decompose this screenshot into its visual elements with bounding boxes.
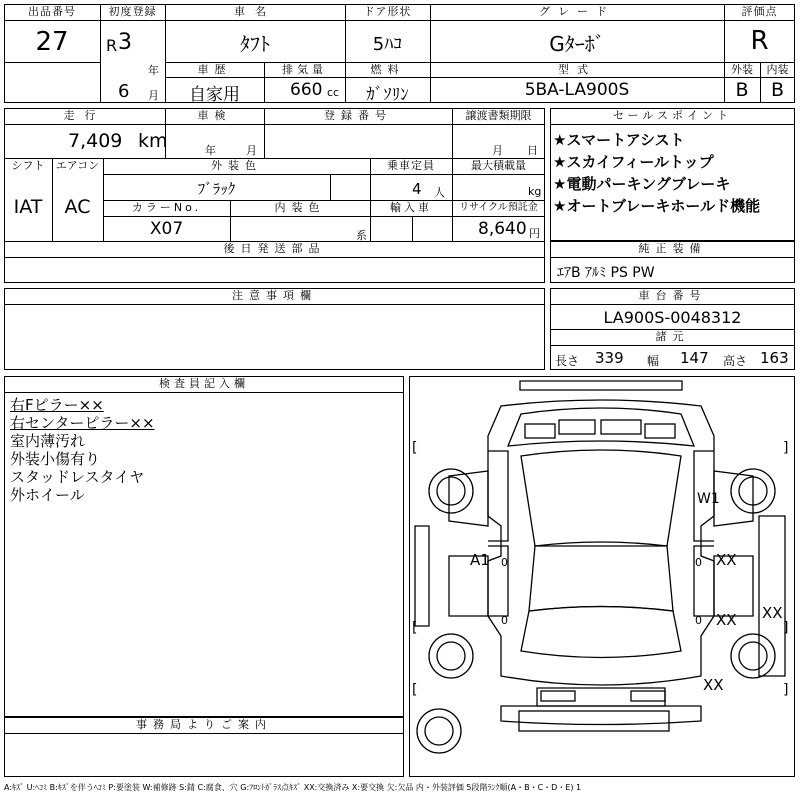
era-year: 3 xyxy=(118,30,132,55)
interior-label: 内装 xyxy=(766,63,789,76)
history-value: 自家用 xyxy=(189,85,240,105)
height-value: 163 xyxy=(760,349,789,367)
import-label: 輸入車 xyxy=(390,201,432,214)
recycle-value: 8,640 xyxy=(478,219,527,239)
equipment-label: 純正装備 xyxy=(638,242,707,255)
remark-line: 室内薄汚れ xyxy=(10,432,86,450)
bracket-left-top: [ xyxy=(412,440,418,456)
mark-w1: W1 xyxy=(697,491,720,507)
colorno-value: X07 xyxy=(149,219,184,239)
remark-line: 右センターピラー×× xyxy=(10,414,155,432)
intcolor-unit: 系 xyxy=(356,229,367,242)
later-parts-label: 後日発送部品 xyxy=(223,242,326,255)
chassis-value: LA900S-0048312 xyxy=(603,308,742,327)
exterior-value: B xyxy=(735,79,749,101)
length-label: 長さ xyxy=(555,354,580,368)
model-value: 5BA-LA900S xyxy=(524,80,630,100)
width-label: 幅 xyxy=(647,354,660,368)
era-letter: R xyxy=(106,36,118,55)
regno-label: 登録番号 xyxy=(324,109,392,122)
transfer-label: 譲渡書類期限 xyxy=(465,109,532,122)
transfer-month-unit: 月 xyxy=(492,144,503,157)
mileage-value: 7,409 xyxy=(68,130,123,152)
equipment-value: ｴｱB ｱﾙﾐ PS PW xyxy=(557,265,655,281)
remark-line: 外ホイール xyxy=(10,486,85,504)
interior-value: B xyxy=(770,79,785,101)
recycle-unit: 円 xyxy=(529,227,540,240)
history-label: 車歴 xyxy=(197,63,232,76)
svg-text:0: 0 xyxy=(501,614,508,627)
lot-label: 出品番号 xyxy=(28,5,76,18)
width-value: 147 xyxy=(680,349,709,367)
capacity-label: 乗車定員 xyxy=(387,159,435,172)
model-label: 型式 xyxy=(558,63,596,76)
mileage-label: 走行 xyxy=(63,109,106,122)
inspection-month-unit: 月 xyxy=(246,144,257,157)
notes-label: 注意事項欄 xyxy=(232,289,317,302)
fuel-label: 燃料 xyxy=(370,63,405,76)
name-label: 車名 xyxy=(234,5,276,18)
legend-text: A:ｷｽﾞ U:ﾍｺﾐ B:ｷｽﾞを伴うﾍｺﾐ P:要塗装 W:補修跡 S:錆 C:腐食、穴 G:ﾌﾛﾝﾄｶﾞﾗｽ点ｷｽﾞ XX:交換済み X:要交換 欠:欠品 内・外装評価 5段階ﾗﾝｸ順(A・B・C・D・E) 1 xyxy=(4,783,582,792)
shift-label: シフト xyxy=(11,159,45,172)
remark-line: 外装小傷有り xyxy=(10,450,101,468)
colorno-label: カラーNo. xyxy=(131,201,202,214)
dims-label: 諸元 xyxy=(655,330,690,343)
recycle-label: リサイクル預託金 xyxy=(459,202,538,213)
shift-value: IAT xyxy=(13,196,43,218)
displacement-label: 排気量 xyxy=(282,63,327,76)
chassis-label: 車台番号 xyxy=(638,289,707,302)
door-label: ドア形状 xyxy=(363,5,412,18)
lot-value: 27 xyxy=(35,27,69,57)
ac-value: AC xyxy=(64,196,91,218)
bracket-right-mid: ] xyxy=(783,620,789,636)
sales-point-item: ★オートブレーキホールド機能 xyxy=(553,197,761,215)
mark-xx-right-side: XX xyxy=(762,604,783,622)
sales-points-label: セールスポイント xyxy=(612,109,732,122)
bracket-right-top: ] xyxy=(783,440,789,456)
sales-point-item: ★スマートアシスト xyxy=(553,131,685,149)
sales-point-item: ★電動パーキングブレーキ xyxy=(553,175,731,193)
sales-point-item: ★スカイフィールトップ xyxy=(553,153,714,171)
bracket-left-bot: [ xyxy=(412,682,418,698)
mark-xx-right-rear: XX xyxy=(716,611,737,629)
first-reg-label: 初度登録 xyxy=(108,5,157,18)
month-value: 6 xyxy=(118,81,130,102)
svg-text:0: 0 xyxy=(695,556,702,569)
color-value: ﾌﾞﾗｯｸ xyxy=(197,180,236,198)
remark-line: スタッドレスタイヤ xyxy=(10,468,145,486)
inspection-year-unit: 年 xyxy=(205,144,216,157)
transfer-day-unit: 日 xyxy=(527,144,538,157)
ac-label: エアコン xyxy=(55,159,100,172)
maxload-unit: kg xyxy=(528,185,542,198)
displacement-unit: cc xyxy=(327,86,340,99)
inspector-remarks xyxy=(10,396,400,504)
month-unit: 月 xyxy=(148,89,159,102)
grade-value: Gﾀｰﾎﾞ xyxy=(549,32,605,56)
length-value: 339 xyxy=(595,349,624,367)
mark-a1: A1 xyxy=(470,551,490,569)
remark-line: 右Fピラー×× xyxy=(10,396,104,414)
color-label: 外装色 xyxy=(211,159,262,172)
car-diagram xyxy=(409,376,795,777)
capacity-unit: 人 xyxy=(434,186,445,199)
svg-text:0: 0 xyxy=(695,614,702,627)
bracket-right-bot: ] xyxy=(783,682,789,698)
mileage-unit: km xyxy=(138,130,168,152)
maxload-label: 最大積載量 xyxy=(471,159,526,172)
mark-xx-right-front: XX xyxy=(716,551,737,569)
inspection-label: 車検 xyxy=(197,109,232,122)
inspector-label: 検査員記入欄 xyxy=(159,377,249,390)
bracket-left-mid: [ xyxy=(412,620,418,636)
sales-points-list xyxy=(553,129,793,217)
name-value: ﾀﾌﾄ xyxy=(240,32,270,56)
capacity-value: 4 xyxy=(412,180,422,198)
height-label: 高さ xyxy=(723,354,748,368)
exterior-label: 外装 xyxy=(731,63,753,76)
mark-xx-rear: XX xyxy=(703,676,724,694)
displacement-value: 660 xyxy=(290,80,323,100)
year-unit: 年 xyxy=(148,64,159,77)
door-value: 5ﾊｺ xyxy=(372,34,403,55)
intcolor-label: 内装色 xyxy=(274,201,326,214)
grade-label: グレード xyxy=(539,5,615,18)
score-label: 評価点 xyxy=(741,5,778,18)
svg-text:0: 0 xyxy=(501,556,508,569)
score-value: R xyxy=(750,26,769,56)
fuel-value: ｶﾞｿﾘﾝ xyxy=(366,85,409,105)
office-label: 事務局よりご案内 xyxy=(136,718,272,731)
